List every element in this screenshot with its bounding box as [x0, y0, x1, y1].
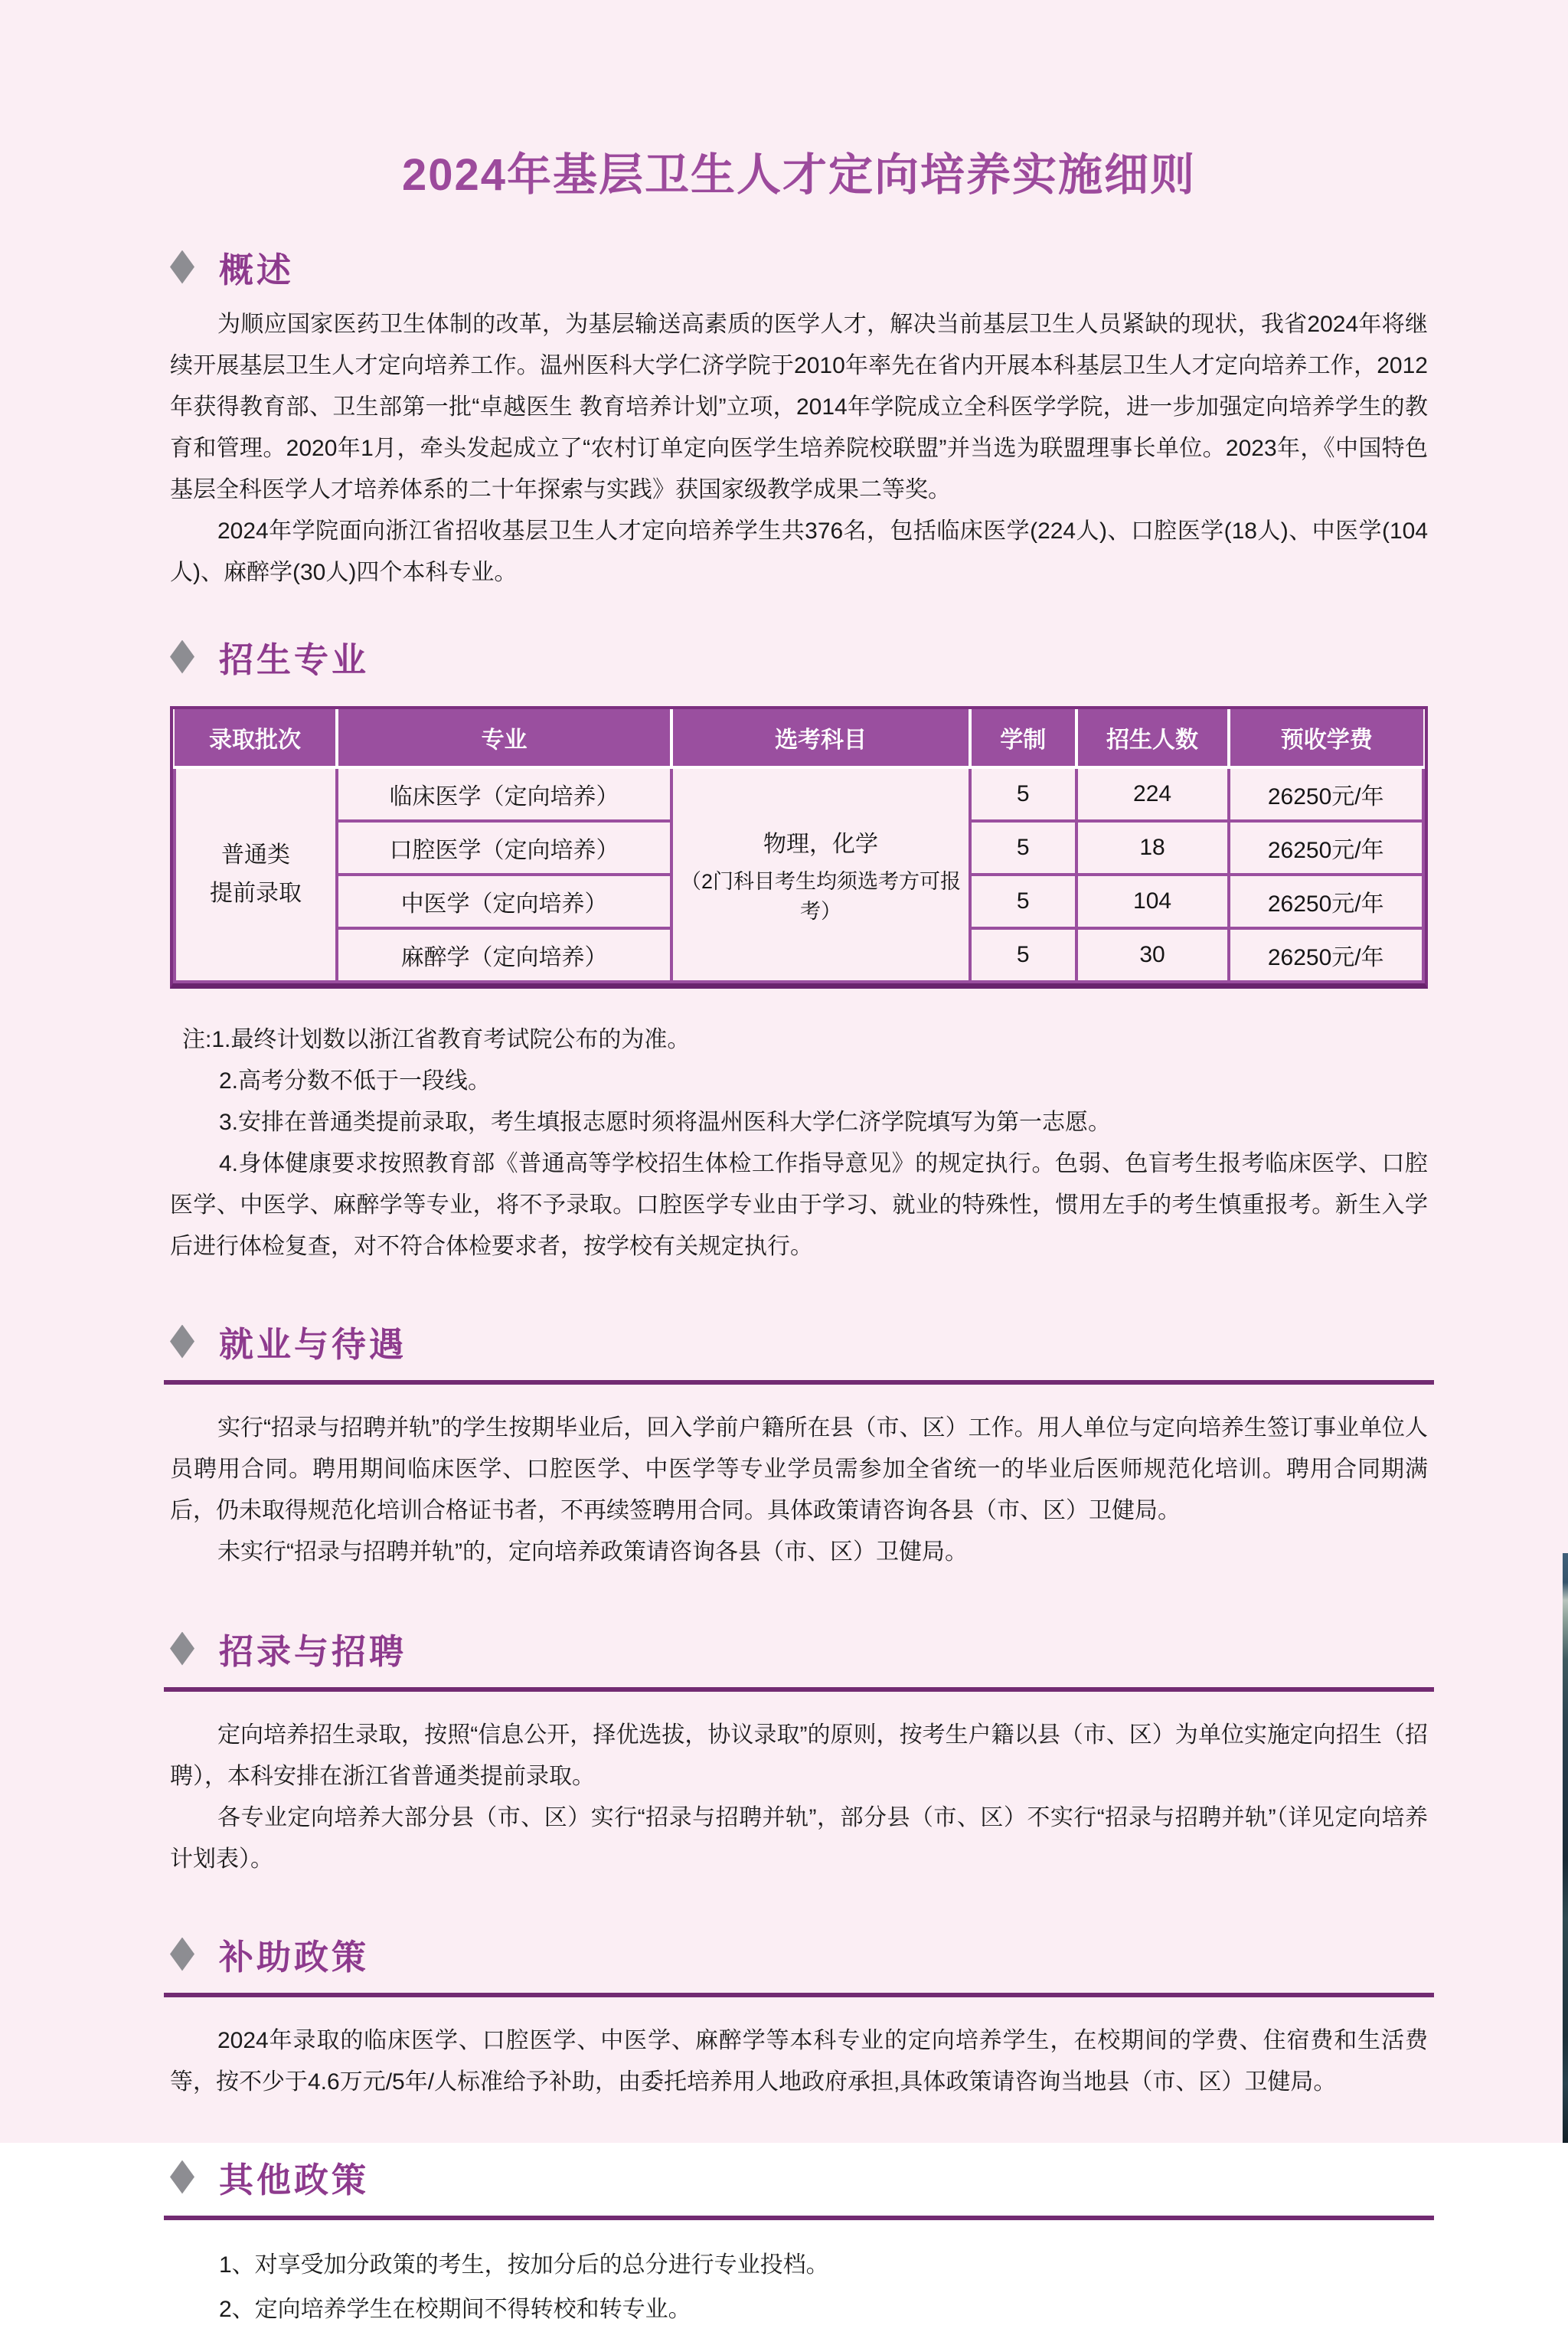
- diamond-icon: [170, 640, 194, 674]
- other-policy-list: [170, 2243, 1428, 2332]
- diamond-icon: [170, 1632, 194, 1666]
- section-subsidy: [170, 1929, 1428, 2103]
- paragraph: 定向培养招生录取，按照“信息公开，择优选拔，协议录取”的原则，按考生户籍以县（市、区）为单位实施定向招生（招聘），本科安排在浙江省普通类提前录取。: [170, 1722, 1428, 1789]
- list-item: 2、定向培养学生在校期间不得转校和转专业。: [219, 2297, 691, 2322]
- section-other-policies: [170, 2152, 1428, 2332]
- column-header-years: 学制: [970, 709, 1076, 767]
- table-row: [175, 767, 1423, 821]
- section-recruitment-heading: [170, 1624, 1428, 1673]
- column-header-tuition: 预收学费: [1229, 709, 1423, 767]
- section-subsidy-heading: [170, 1929, 1428, 1979]
- section-recruitment: [170, 1624, 1428, 1880]
- note-item: 4.身体健康要求按照教育部《普通高等学校招生体检工作指导意见》的规定执行。色弱、色盲考生报考临床医学、口腔医学、中医学、麻醉学等专业，将不予录取。口腔医学专业由于学习、就业的特殊性，惯用左手的考生慎重报考。新生入学后进行体检复查，对不符合体检要求者，按学校有关规定执行。: [170, 1151, 1428, 1259]
- years-cell: 5: [970, 875, 1076, 928]
- column-header-quota: 招生人数: [1076, 709, 1229, 767]
- section-employment-heading: [170, 1316, 1428, 1366]
- section-title: 其他政策: [219, 2160, 370, 2200]
- employment-paragraphs: [170, 1408, 1428, 1573]
- subsidy-paragraphs: [170, 2020, 1428, 2103]
- recruitment-paragraphs: [170, 1715, 1428, 1880]
- paragraph: 实行“招录与招聘并轨”的学生按期毕业后，回入学前户籍所在县（市、区）工作。用人单位与定向培养生签订事业单位人员聘用合同。聘用期间临床医学、口腔医学、中医学等专业学员需参加全省统一的毕业后医师规范化培训。聘用合同期满后，仍未取得规范化培训合格证书者，不再续签聘用合同。具体政策请咨询各县（市、区）卫健局。: [170, 1415, 1428, 1523]
- section-majors-heading: [170, 632, 1428, 682]
- section-overview-heading: [170, 242, 1428, 292]
- document-content: [170, 0, 1428, 2332]
- background-photo-sliver: [1563, 1553, 1568, 2143]
- major-cell: 口腔医学（定向培养）: [337, 821, 671, 875]
- tuition-cell: 26250元/年: [1229, 875, 1423, 928]
- section-employment: [170, 1316, 1428, 1573]
- section-majors: [170, 632, 1428, 1267]
- batch-cell: [175, 767, 337, 982]
- major-cell: 临床医学（定向培养）: [337, 767, 671, 821]
- column-header-subjects: 选考科目: [671, 709, 970, 767]
- note-item: 2.高考分数不低于一段线。: [219, 1068, 492, 1094]
- section-title: 招生专业: [219, 640, 370, 679]
- section-title: 招录与招聘: [219, 1632, 407, 1671]
- list-item: 1、对享受加分政策的考生，按加分后的总分进行专业投档。: [219, 2252, 829, 2278]
- batch-line: 提前录取: [210, 881, 302, 906]
- diamond-icon: [170, 1325, 194, 1359]
- heading-rule: [164, 1380, 1434, 1385]
- table-notes: [170, 1019, 1428, 1267]
- column-header-batch: 录取批次: [175, 709, 337, 767]
- section-title: 补助政策: [219, 1938, 370, 1977]
- column-header-major: 专业: [337, 709, 671, 767]
- section-title: 就业与待遇: [219, 1325, 407, 1364]
- table-header-row: [175, 709, 1423, 767]
- subjects-line: （2门科目考生均须选考方可报考）: [681, 870, 962, 923]
- overview-paragraphs: [170, 304, 1428, 594]
- quota-cell: 104: [1076, 875, 1229, 928]
- major-cell: 中医学（定向培养）: [337, 875, 671, 928]
- years-cell: 5: [970, 928, 1076, 982]
- subjects-line: 物理，化学: [763, 832, 879, 857]
- paragraph: 未实行“招录与招聘并轨”的，定向培养政策请咨询各县（市、区）卫健局。: [217, 1539, 968, 1565]
- heading-rule: [164, 1687, 1434, 1692]
- note-item: 注:1.最终计划数以浙江省教育考试院公布的为准。: [182, 1027, 691, 1052]
- paragraph: 2024年学院面向浙江省招收基层卫生人才定向培养学生共376名，包括临床医学(224人)、口腔医学(18人)、中医学(104人)、麻醉学(30人)四个本科专业。: [170, 518, 1428, 585]
- batch-line: 普通类: [221, 842, 290, 868]
- years-cell: 5: [970, 821, 1076, 875]
- heading-rule: [164, 1993, 1434, 1997]
- diamond-icon: [170, 2160, 194, 2194]
- quota-cell: 18: [1076, 821, 1229, 875]
- tuition-cell: 26250元/年: [1229, 767, 1423, 821]
- subjects-cell: [671, 767, 970, 982]
- page-title: 2024年基层卫生人才定向培养实施细则: [401, 150, 1197, 200]
- tuition-cell: 26250元/年: [1229, 821, 1423, 875]
- paragraph: 为顺应国家医药卫生体制的改革，为基层输送高素质的医学人才，解决当前基层卫生人员紧缺的现状，我省2024年将继续开展基层卫生人才定向培养工作。温州医科大学仁济学院于2010年率先在省内开展本科基层卫生人才定向培养工作，2012年获得教育部、卫生部第一批“卓越医生 教育培养计划”立项，2014年学院成立全科医学学院，进一步加强定向培养学生的教育和管理。2020年1月，牵头发起成立了“农村订单定向医学生培养院校联盟”并当选为联盟理事长单位。2023年，《中国特色基层全科医学人才培养体系的二十年探索与实践》获国家级教学成果二等奖。: [170, 312, 1428, 502]
- section-other-heading: [170, 2152, 1428, 2202]
- diamond-icon: [170, 250, 194, 284]
- section-title: 概述: [219, 250, 295, 289]
- heading-rule: [164, 2216, 1434, 2220]
- tuition-cell: 26250元/年: [1229, 928, 1423, 982]
- paragraph: 2024年录取的临床医学、口腔医学、中医学、麻醉学等本科专业的定向培养学生，在校期间的学费、住宿费和生活费等，按不少于4.6万元/5年/人标准给予补助，由委托培养用人地政府承担,具体政策请咨询当地县（市、区）卫健局。: [170, 2028, 1428, 2095]
- major-cell: 麻醉学（定向培养）: [337, 928, 671, 982]
- note-item: 3.安排在普通类提前录取，考生填报志愿时须将温州医科大学仁济学院填写为第一志愿。: [219, 1110, 1112, 1135]
- diamond-icon: [170, 1938, 194, 1971]
- paragraph: 各专业定向培养大部分县（市、区）实行“招录与招聘并轨”，部分县（市、区）不实行“招录与招聘并轨”（详见定向培养计划表）。: [170, 1805, 1428, 1872]
- section-overview: [170, 242, 1428, 594]
- quota-cell: 30: [1076, 928, 1229, 982]
- admission-plan-table: [170, 706, 1428, 989]
- years-cell: 5: [970, 767, 1076, 821]
- quota-cell: 224: [1076, 767, 1229, 821]
